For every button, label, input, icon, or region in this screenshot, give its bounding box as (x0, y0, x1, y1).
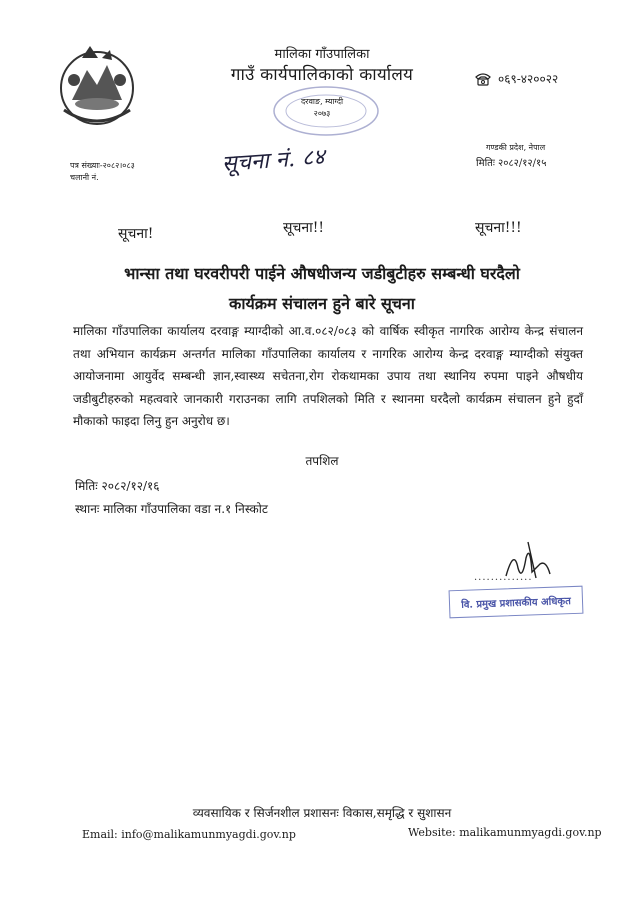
office-seal-icon (270, 84, 382, 138)
footer-email: Email: info@malikamunmyagdi.gov.np (82, 828, 296, 841)
event-date: मितिः २०८२/१२/१६ (75, 479, 160, 493)
phone-number: ०६९-४२००२२ (498, 72, 559, 86)
footer-slogan: व्यवसायिक र सिर्जनशील प्रशासनः विकास,समृद्धि र सुशासन (192, 806, 452, 820)
event-place: स्थानः मालिका गाँउपालिका वडा न.१ निस्कोट (75, 502, 268, 516)
signature-line: .............. (474, 572, 533, 583)
office-name: गाउँ कार्यपालिकाको कार्यालय (230, 65, 414, 85)
schedule-heading: तपशिल (305, 454, 339, 468)
handwritten-notice-number: सूचना नं. ८४ (221, 144, 326, 177)
body-paragraph: मालिका गाँउपालिका कार्यालय दरवाङ्ग म्याग्दीको आ.व.०८२/०८३ को वार्षिक स्वीकृत नागरिक आरोग्य केन्द्र संचालन तथा अभियान कार्यक्रम अन्तर्गत मालिका गाँउपालिका कार्यालय र नागरिक आरोग्य केन्द्र दरवाङ्ग म्याग्दीको संयुक्त आयोजनामा आयुर्वेद सम्बन्धी ज्ञान,स्वास्थ्य सचेतना,रोग रोकथामका उपाय तथा स्थानिय रुपमा पाइने औषधीय जडीबुटीहरुको महत्ववारे जानकारी गराउनका लागि तपशिलको मिति र स्थानमा घरदैलो कार्यक्रम संचालन हुने हुदाँ मौकाको फाइदा लिनु हुन अनुरोध छ। (73, 324, 583, 428)
letter-number: पत्र संख्याः-२०८२।०८३ (70, 161, 135, 170)
letter-date: मितिः २०८२/१२/१५ (476, 158, 547, 169)
subject-line-2: कार्यक्रम संचालन हुने बारे सूचना (229, 294, 415, 313)
notice-heading-2: सूचना!! (283, 220, 325, 236)
province-label: गण्डकी प्रदेश, नेपाल (486, 143, 546, 152)
subject-line-1: भान्सा तथा घरवरीपरी पाईने औषधीजन्य जडीबुटीहरु सम्बन्धी घरदैलो (124, 264, 520, 283)
office-address: दरवाङ, म्याग्दी (300, 97, 344, 106)
notice-heading-3: सूचना!!! (475, 220, 522, 236)
office-year: २०७३ (313, 109, 331, 118)
notice-heading-1: सूचना! (118, 226, 154, 242)
signatory-stamp: वि. प्रमुख प्रशासकीय अधिकृत (449, 586, 584, 619)
telephone-icon (474, 72, 492, 86)
dispatch-number: चलानी नं. (70, 173, 99, 182)
municipality-name: मालिका गाँउपालिका (274, 47, 370, 62)
footer-website: Website: malikamunmyagdi.gov.np (408, 826, 602, 839)
phone-block (474, 70, 558, 87)
